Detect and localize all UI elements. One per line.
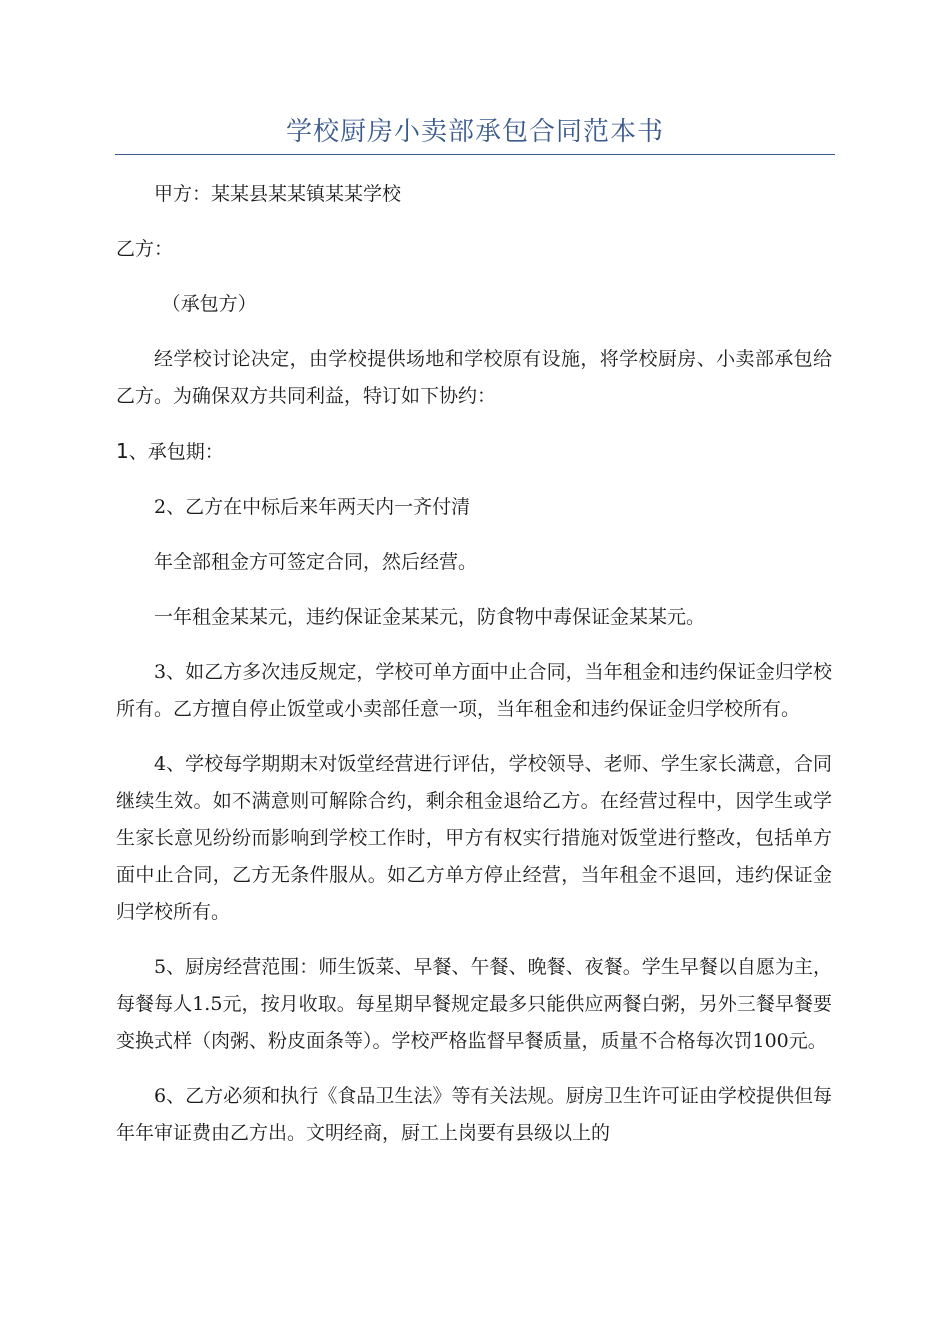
party-b-line: 乙方：: [116, 238, 174, 260]
clause-5: 5、厨房经营范围：师生饭菜、早餐、午餐、晚餐、夜餐。学生早餐以自愿为主，每餐每人1.5元，按月收取。每星期早餐规定最多只能供应两餐白粥，另外三餐早餐要变换式样（肉粥、粉皮面条等）。学校严格监督早餐质量，质量不合格每次罚100元。: [116, 956, 832, 1052]
clause-6: 6、乙方必须和执行《食品卫生法》等有关法规。厨房卫生许可证由学校提供但每年年审证费由乙方出。文明经商，厨工上岗要有县级以上的: [116, 1085, 832, 1144]
intro-paragraph: 经学校讨论决定，由学校提供场地和学校原有设施，将学校厨房、小卖部承包给乙方。为确保双方共同利益，特订如下协约：: [116, 348, 832, 407]
clause-1-number: 1: [116, 439, 129, 463]
clause-3: 3、如乙方多次违反规定，学校可单方面中止合同，当年租金和违约保证金归学校所有。乙方擅自停止饭堂或小卖部任意一项，当年租金和违约保证金归学校所有。: [116, 661, 832, 720]
clause-4: 4、学校每学期期末对饭堂经营进行评估，学校领导、老师、学生家长满意，合同继续生效。如不满意则可解除合约，剩余租金退给乙方。在经营过程中，因学生或学生家长意见纷纷而影响到学校工作时，甲方有权实行措施对饭堂进行整改，包括单方面中止合同，乙方无条件服从。如乙方单方停止经营，当年租金不退回，违约保证金归学校所有。: [116, 753, 832, 923]
clause-2c: 一年租金某某元，违约保证金某某元，防食物中毒保证金某某元。: [154, 606, 706, 628]
clause-2a: 2、乙方在中标后来年两天内一齐付清: [154, 496, 471, 518]
clause-1-text: 、承包期：: [128, 441, 224, 463]
document-body: [116, 176, 832, 1170]
clause-1: [116, 433, 832, 471]
party-a-line: 甲方：某某县某某镇某某学校: [154, 183, 402, 205]
contractor-note: （承包方）: [161, 293, 257, 315]
document-title: 学校厨房小卖部承包合同范本书: [285, 117, 664, 147]
title-underline: [115, 154, 835, 155]
clause-2b: 年全部租金方可签定合同，然后经营。: [154, 551, 478, 573]
